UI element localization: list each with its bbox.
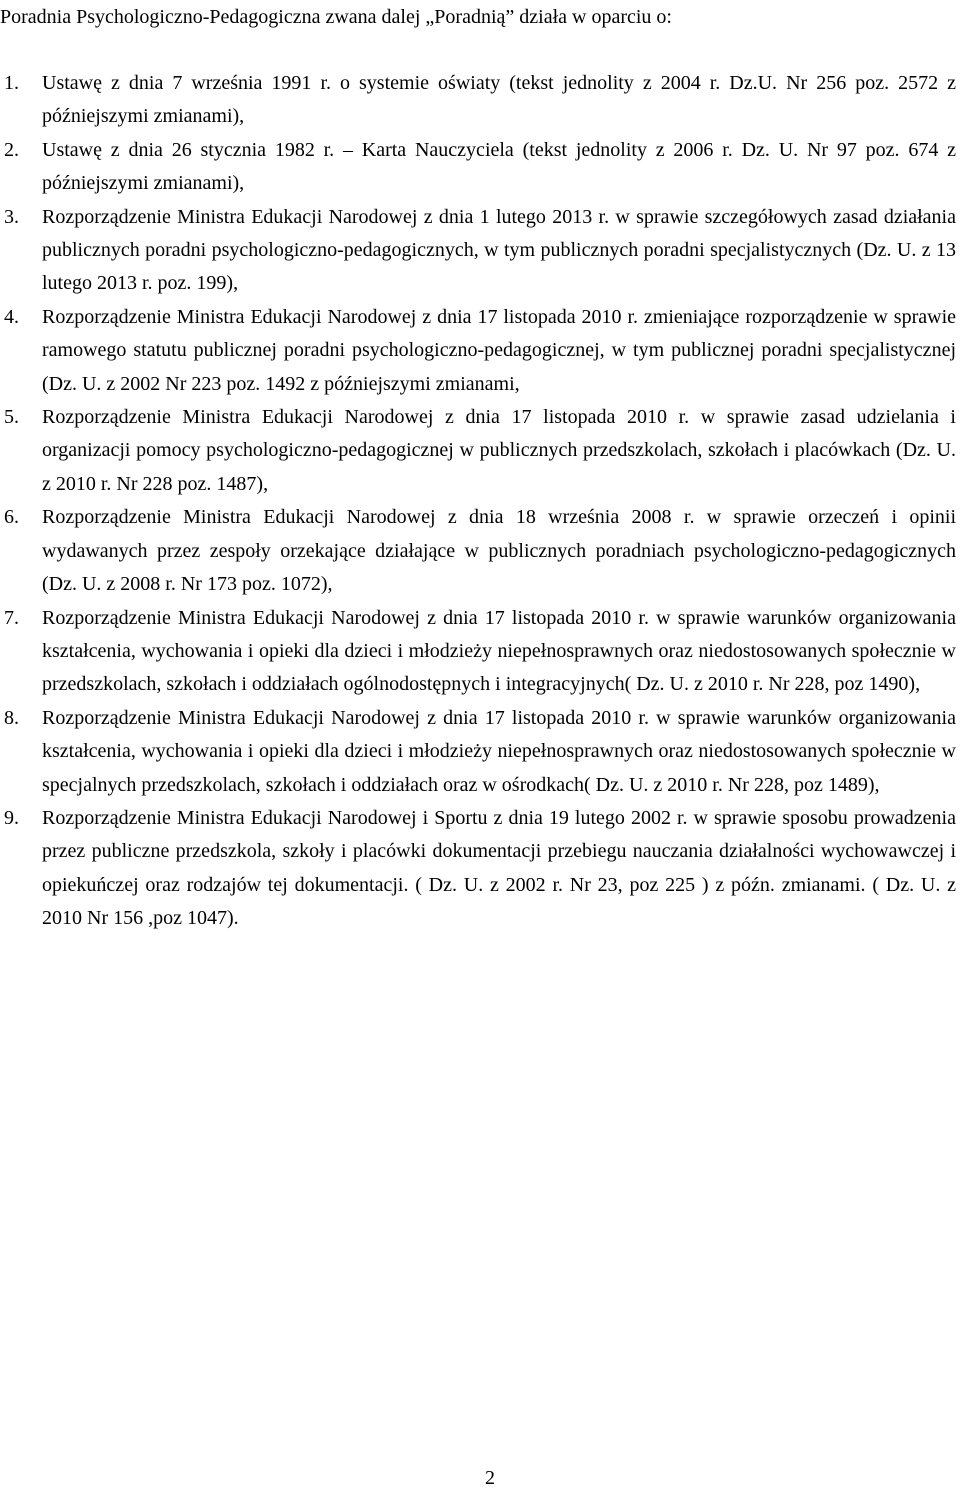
list-item-text: Rozporządzenie Ministra Edukacji Narodowej z dnia 17 listopada 2010 r. w sprawie warunków organizowania kształcenia, wychowania i opieki dla dzieci i młodzieży niepełnosprawnych oraz niedostosowanych społecznie w specjalnych przedszkolach, szkołach i oddziałach oraz w ośrodkach( Dz. U. z 2010 r. Nr 228, poz 1489),: [42, 706, 956, 796]
list-item-text: Rozporządzenie Ministra Edukacji Narodowej z dnia 18 września 2008 r. w sprawie orzeczeń i opinii wydawanych przez zespoły orzekające działające w publicznych poradniach psychologiczno-pedagogicznych (Dz. U. z 2008 r. Nr 173 poz. 1072),: [42, 506, 956, 596]
list-item: [0, 401, 960, 501]
list-item: [0, 702, 960, 802]
list-item-text: Rozporządzenie Ministra Edukacji Narodowej z dnia 17 listopada 2010 r. w sprawie zasad udzielania i organizacji pomocy psychologiczno-pedagogicznej w publicznych przedszkolach, szkołach i placówkach (Dz. U. z 2010 r. Nr 228 poz. 1487),: [42, 406, 956, 495]
list-item-number: 1.: [4, 72, 19, 94]
list-item: [0, 67, 960, 134]
page-number: 2: [485, 1467, 495, 1489]
list-item: [0, 501, 960, 601]
list-item-number: 5.: [4, 406, 19, 429]
list-item-number: 6.: [4, 506, 19, 529]
list-item-text: Rozporządzenie Ministra Edukacji Narodowej i Sportu z dnia 19 lutego 2002 r. w sprawie sposobu prowadzenia przez publiczne przedszkola, szkoły i placówki dokumentacji przebiegu nauczania działalności wychowawczej i opiekuńczej oraz rodzajów tej dokumentacji. ( Dz. U. z 2002 r. Nr 23, poz 225 ) z późn. zmianami. ( Dz. U. z 2010 Nr 156 ,poz 1047).: [42, 806, 956, 930]
list-item-text: Rozporządzenie Ministra Edukacji Narodowej z dnia 17 listopada 2010 r. w sprawie warunków organizowania kształcenia, wychowania i opieki dla dzieci i młodzieży niepełnosprawnych oraz niedostosowanych społecznie w przedszkolach, szkołach i oddziałach ogólnodostępnych i integracyjnych( Dz. U. z 2010 r. Nr 228, poz 1490),: [42, 606, 956, 696]
legal-basis-list: [0, 67, 960, 936]
list-item-text: Ustawę z dnia 7 września 1991 r. o systemie oświaty (tekst jednolity z 2004 r. Dz.U. Nr 256 poz. 2572 z późniejszymi zmianami),: [42, 72, 956, 128]
list-item: [0, 134, 960, 201]
list-item-number: 4.: [4, 305, 19, 328]
list-item-number: 9.: [4, 806, 19, 829]
list-item-text: Rozporządzenie Ministra Edukacji Narodowej z dnia 17 listopada 2010 r. zmieniające rozporządzenie w sprawie ramowego statutu publicznej poradni psychologiczno-pedagogicznej, w tym publicznej poradni specjalistycznej (Dz. U. z 2002 Nr 223 poz. 1492 z późniejszymi zmianami,: [42, 305, 956, 395]
list-item-number: 7.: [4, 606, 19, 629]
list-item: [0, 301, 960, 401]
list-item: [0, 802, 960, 936]
list-item-number: 3.: [4, 205, 19, 228]
list-item-number: 8.: [4, 706, 19, 729]
list-item-number: 2.: [4, 138, 19, 161]
intro-paragraph: Poradnia Psychologiczno-Pedagogiczna zwana dalej „Poradnią” działa w oparciu o:: [0, 6, 672, 28]
list-item-text: Ustawę z dnia 26 stycznia 1982 r. – Karta Nauczyciela (tekst jednolity z 2006 r. Dz. U. Nr 97 poz. 674 z późniejszymi zmianami),: [42, 138, 956, 195]
list-item: [0, 201, 960, 301]
list-item: [0, 602, 960, 702]
list-item-text: Rozporządzenie Ministra Edukacji Narodowej z dnia 1 lutego 2013 r. w sprawie szczegółowych zasad działania publicznych poradni psychologiczno-pedagogicznych, w tym publicznych poradni specjalistycznych (Dz. U. z 13 lutego 2013 r. poz. 199),: [42, 205, 956, 295]
